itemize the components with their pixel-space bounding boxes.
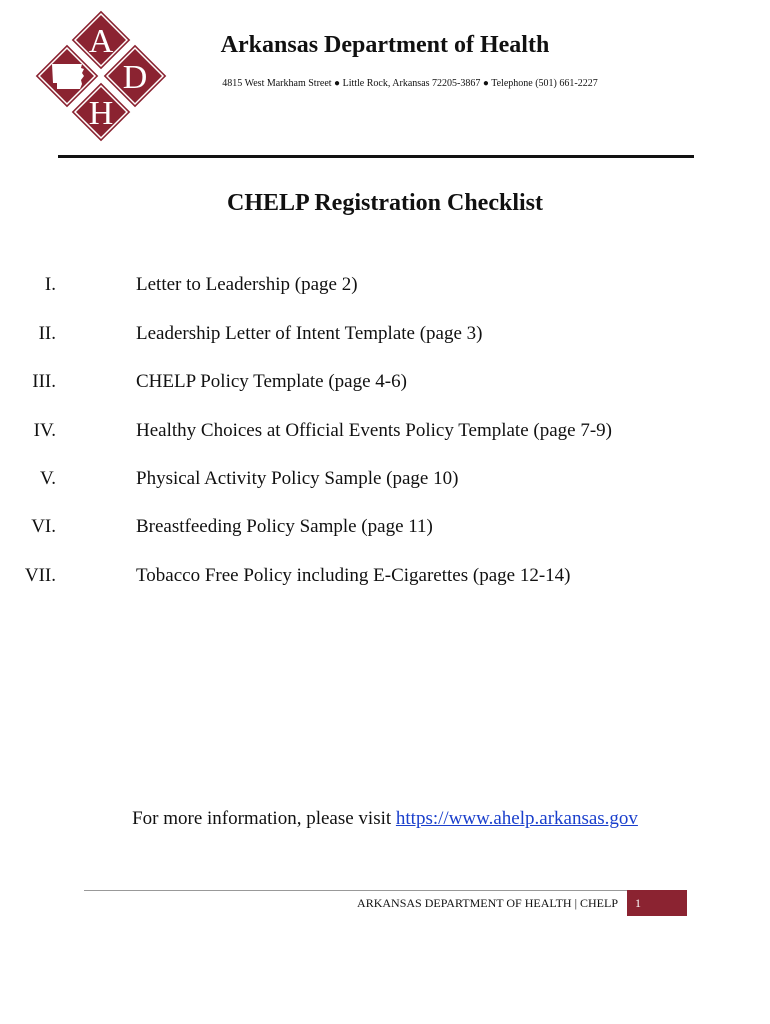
checklist-item — [0, 420, 700, 450]
organization-address: 4815 West Markham Street ● Little Rock, Arkansas 72205-3867 ● Telephone (501) 661-2227 — [222, 78, 598, 89]
page-number-text: 1 — [635, 895, 641, 910]
organization-name: Arkansas Department of Health — [220, 32, 550, 58]
checklist-text: Physical Activity Policy Sample (page 10) — [136, 468, 459, 489]
checklist-numeral: VII. — [24, 565, 56, 586]
checklist-numeral: V. — [39, 468, 56, 489]
checklist-text: Healthy Choices at Official Events Policy Template (page 7-9) — [136, 420, 612, 441]
checklist-text: Tobacco Free Policy including E-Cigarettes (page 12-14) — [136, 565, 571, 586]
checklist-item — [0, 565, 700, 595]
checklist-text: Breastfeeding Policy Sample (page 11) — [136, 516, 433, 537]
checklist-text: Leadership Letter of Intent Template (page 3) — [136, 323, 483, 344]
checklist-item — [0, 371, 700, 401]
header-divider — [58, 155, 694, 158]
checklist-text: CHELP Policy Template (page 4-6) — [136, 371, 407, 392]
adh-logo — [30, 6, 172, 146]
checklist-numeral: II. — [38, 323, 56, 344]
more-info-line — [0, 808, 770, 830]
checklist-item — [0, 516, 700, 546]
checklist-item — [0, 274, 700, 304]
checklist-item — [0, 468, 700, 498]
logo-letter-h: H — [88, 95, 114, 132]
checklist-numeral: III. — [32, 371, 56, 392]
checklist-item — [0, 323, 700, 353]
logo-letter-d: D — [122, 59, 148, 96]
checklist-numeral: IV. — [33, 420, 56, 441]
logo-letter-a: A — [88, 23, 114, 60]
page-number — [627, 890, 687, 916]
document-title: CHELP Registration Checklist — [227, 190, 543, 216]
more-info-text: For more information, please visit — [132, 808, 396, 829]
checklist-numeral: VI. — [31, 516, 56, 537]
footer-text: ARKANSAS DEPARTMENT OF HEALTH | CHELP — [357, 896, 618, 910]
website-link[interactable]: https://www.ahelp.arkansas.gov — [395, 808, 638, 829]
checklist-numeral: I. — [44, 274, 56, 295]
footer-divider — [84, 890, 686, 891]
checklist-text: Letter to Leadership (page 2) — [136, 274, 358, 295]
